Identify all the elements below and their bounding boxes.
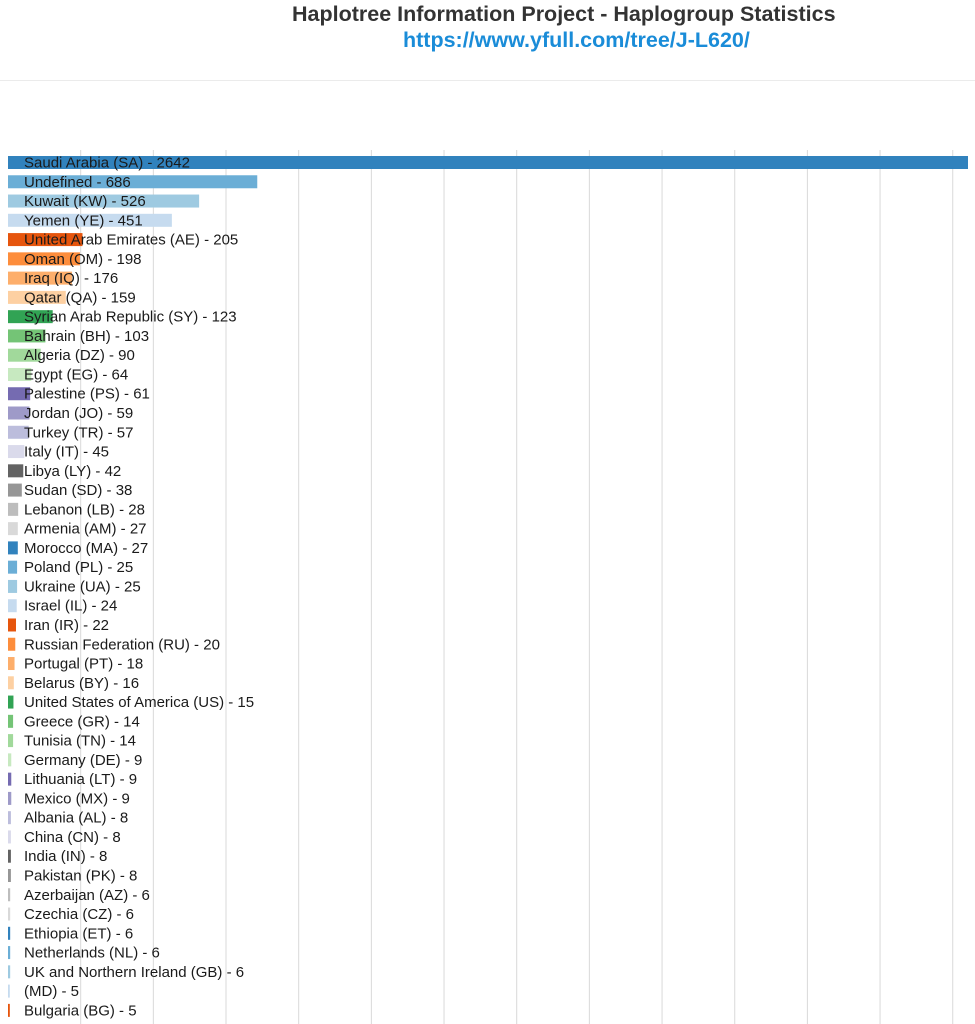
bar-label: Saudi Arabia (SA) - 2642: [24, 154, 190, 172]
bar-label: Pakistan (PK) - 8: [24, 867, 138, 885]
bar-label: Azerbaijan (AZ) - 6: [24, 886, 150, 904]
bar-labels: [24, 155, 254, 1020]
bar-label: Yemen (YE) - 451: [24, 212, 143, 230]
bar-label: India (IN) - 8: [24, 848, 108, 866]
page-title: Haplotree Information Project - Haplogroup Statistics: [292, 2, 836, 26]
bar-label: Oman (OM) - 198: [24, 250, 142, 268]
bar[interactable]: [8, 484, 22, 497]
bar[interactable]: [8, 618, 16, 631]
bar[interactable]: [8, 985, 10, 998]
bar-label: Armenia (AM) - 27: [24, 520, 147, 538]
bar[interactable]: [8, 830, 11, 843]
bar[interactable]: [8, 580, 17, 593]
bar-label: Egypt (EG) - 64: [24, 366, 129, 384]
bar[interactable]: [8, 599, 17, 612]
bar[interactable]: [8, 908, 10, 921]
bar-label: Jordan (JO) - 59: [24, 405, 134, 423]
bar[interactable]: [8, 927, 10, 940]
bar-label: Bulgaria (BG) - 5: [24, 1002, 137, 1020]
bar-label: Greece (GR) - 14: [24, 713, 140, 731]
bar[interactable]: [8, 811, 11, 824]
bar[interactable]: [8, 773, 11, 786]
bar[interactable]: [8, 715, 13, 728]
bar-label: Russian Federation (RU) - 20: [24, 636, 220, 654]
bar[interactable]: [8, 946, 10, 959]
bar-label: Albania (AL) - 8: [24, 809, 129, 827]
bar[interactable]: [8, 696, 13, 709]
bar[interactable]: [8, 657, 15, 670]
bar-label: Sudan (SD) - 38: [24, 482, 133, 500]
bar-label: Undefined - 686: [24, 173, 131, 191]
bar-label: China (CN) - 8: [24, 828, 121, 846]
bar[interactable]: [8, 734, 13, 747]
bar-label: Kuwait (KW) - 526: [24, 193, 146, 211]
bars: [8, 156, 968, 1020]
bar[interactable]: [8, 792, 11, 805]
bar-label: United Arab Emirates (AE) - 205: [24, 231, 239, 249]
bar-label: Lebanon (LB) - 28: [24, 501, 145, 519]
bar[interactable]: [8, 445, 24, 458]
bar-label: Mexico (MX) - 9: [24, 790, 130, 808]
bar-label: Netherlands (NL) - 6: [24, 944, 160, 962]
tree-link[interactable]: https://www.yfull.com/tree/J-L620/: [403, 28, 750, 52]
bar[interactable]: [8, 522, 18, 535]
bar-label: Syrian Arab Republic (SY) - 123: [24, 308, 237, 326]
bar[interactable]: [8, 541, 18, 554]
bar-label: Turkey (TR) - 57: [24, 424, 134, 442]
bar-label: Lithuania (LT) - 9: [24, 771, 138, 789]
bar[interactable]: [8, 888, 10, 901]
bar[interactable]: [8, 869, 11, 882]
bar-label: Bahrain (BH) - 103: [24, 327, 150, 345]
bar-label: Czechia (CZ) - 6: [24, 906, 135, 924]
bar-label: Iraq (IQ) - 176: [24, 270, 119, 288]
bar-label: United States of America (US) - 15: [24, 694, 255, 712]
bar-label: Portugal (PT) - 18: [24, 655, 144, 673]
bar-label: Israel (IL) - 24: [24, 597, 118, 615]
bar-label: Ukraine (UA) - 25: [24, 578, 141, 596]
bar[interactable]: [8, 753, 11, 766]
bar-label: Morocco (MA) - 27: [24, 539, 149, 557]
bar[interactable]: [8, 676, 14, 689]
bar-label: Algeria (DZ) - 90: [24, 347, 135, 365]
grid: [81, 150, 953, 1024]
bar[interactable]: [8, 965, 10, 978]
bar-label: Qatar (QA) - 159: [24, 289, 136, 307]
bar[interactable]: [8, 464, 23, 477]
bar[interactable]: [8, 1004, 10, 1017]
bar-label: Germany (DE) - 9: [24, 751, 143, 769]
bar[interactable]: [8, 638, 15, 651]
bar-label: Ethiopia (ET) - 6: [24, 925, 134, 943]
bar[interactable]: [8, 850, 11, 863]
bar-label: Belarus (BY) - 16: [24, 674, 140, 692]
bar[interactable]: [8, 561, 17, 574]
bar-label: Iran (IR) - 22: [24, 616, 110, 634]
bar-label: Libya (LY) - 42: [24, 462, 122, 480]
bar-label: Poland (PL) - 25: [24, 559, 134, 577]
bar-label: UK and Northern Ireland (GB) - 6: [24, 963, 245, 981]
bar[interactable]: [8, 503, 18, 516]
bar-label: Tunisia (TN) - 14: [24, 732, 136, 750]
bar-label: Italy (IT) - 45: [24, 443, 110, 461]
bar-label: (MD) - 5: [24, 983, 79, 1001]
bar-label: Palestine (PS) - 61: [24, 385, 150, 403]
